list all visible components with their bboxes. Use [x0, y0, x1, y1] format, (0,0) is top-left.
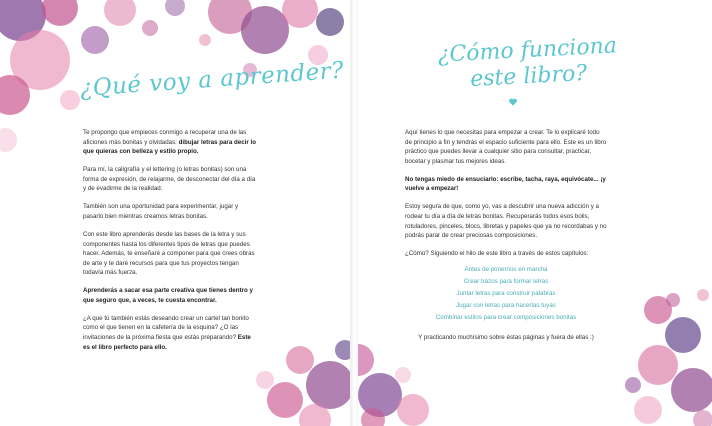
paragraph: Estoy segura de que, como yo, vas a descubrir una nueva adicción y a rodear tu día a día de letras bonitas. Recuperarás todos esos bolis, rotuladores, pinceles, blocs, libretas y papeles que ya no recordabas y no podrás parar de crear preciosas composiciones. [405, 203, 607, 240]
heart-icon [508, 97, 518, 107]
paragraph: ¿A que tú también estás deseando crear un cartel tan bonito como el que tienen en la cafetería de la esquina? ¿O las invitaciones de la próxima fiesta que estás preparando? Este es el libro perfecto para ello. [83, 314, 251, 351]
paragraph: También son una oportunidad para experimentar, jugar y pasarlo bien mientras creamos letras bonitas. [83, 203, 239, 220]
paragraph: Para mí, la caligrafía y el lettering (o letras bonitas) son una forma de expresión, de relajarme, de desconectar del día a día y de evadirme de la realidad. [83, 166, 256, 193]
paragraph: Con este libro aprenderás desde las bases de la letra y sus componentes hasta los diferentes tipos de letras que puedes hacer. Además, te enseñaré a componer para que crees obras de arte y te daré recursos para que tus proyectos tengan todavía más fuerza. [83, 230, 255, 277]
paragraph: Aprenderás a sacar esa parte creativa que tienes dentro y que seguro que, a veces, te cuesta encontrar. [83, 287, 253, 304]
chapter-list [405, 265, 607, 323]
right-body-text [405, 128, 607, 351]
title-line-1: ¿Cómo funciona [437, 33, 618, 68]
right-page [358, 0, 712, 426]
left-page [0, 0, 352, 426]
paragraph: Te propongo que empieces conmigo a recuperar una de las aficiones más bonitas y olvidadas: dibujar letras para decir lo que quieras con belleza y estilo propio. [83, 129, 256, 156]
paragraph: No tengas miedo de ensuciarlo: escribe, tacha, raya, equivócate... ¡y vuelve a empezar! [405, 175, 606, 193]
chapter-item: Antes de ponernos en marcha [464, 265, 548, 273]
chapter-item: Jugar con letras para hacerlas tuyas [456, 302, 556, 310]
chapter-item: Crear trazos para formar letras [463, 277, 549, 285]
closing-line: Y practicando muchísimo sobre éstas páginas y fuera de ellas :) [418, 334, 594, 342]
chapter-item: Combinar estilos para crear composiciones bonitas [435, 314, 577, 322]
paragraph: Aquí tienes lo que necesitas para empezar a crear. Te lo explicaré todo de principio a fin y tendrás el espacio suficiente para ello. Este es un libro práctico que puedes llevar a cualquier sitio para consultar, practicar, bocetar y plasmar tus mejores ideas. [405, 129, 607, 165]
chapters-intro: ¿Cómo? Siguiendo el hilo de este libro a través de estos capítulos: [405, 250, 589, 258]
title-line-2: este libro? [469, 60, 588, 93]
chapter-item: Juntar letras para construir palabras [456, 290, 556, 298]
page-title-left: ¿Qué voy a aprender? [79, 57, 345, 102]
watercolor-decoration-bottom [0, 0, 352, 426]
